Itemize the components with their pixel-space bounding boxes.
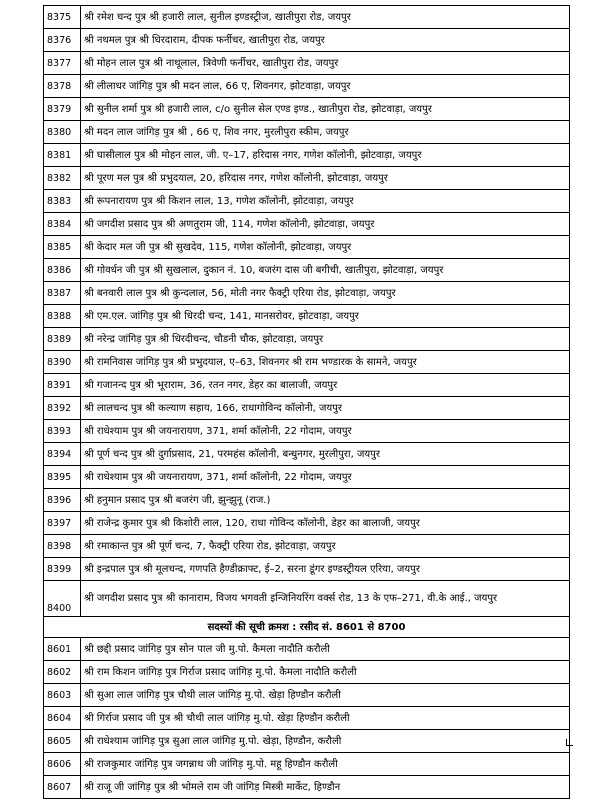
receipt-number: 8385 (44, 236, 81, 259)
member-details: श्री पूर्ण चन्द पुत्र श्री दुर्गाप्रसाद, 21, परमहंस कॉलोनी, बन्धुनगर, मुरलीपुरा, जयपुर (81, 443, 570, 466)
member-list-table (43, 5, 570, 799)
member-details: श्री बनवारी लाल पुत्र श्री कुन्दलाल, 56, मोती नगर फैक्ट्री एरिया रोड, झोटवाड़ा, जयपुर (81, 282, 570, 305)
receipt-number: 8399 (44, 558, 81, 581)
member-row (44, 52, 570, 75)
member-row (44, 420, 570, 443)
member-row (44, 558, 570, 581)
member-details: श्री छद्दी प्रसाद जांगिड़ पुत्र सोन पाल जी मु.पो. कैमला नादौति करौली (81, 638, 570, 661)
member-details: श्री लालचन्द पुत्र श्री कल्याण सहाय, 166, राधागोविन्द कॉलोनी, जयपुर (81, 397, 570, 420)
member-row (44, 638, 570, 661)
section-heading-row-group (44, 617, 570, 638)
member-row (44, 75, 570, 98)
receipt-number: 8396 (44, 489, 81, 512)
receipt-number: 8387 (44, 282, 81, 305)
member-row (44, 328, 570, 351)
receipt-number: 8607 (44, 776, 81, 799)
member-row (44, 98, 570, 121)
member-details: श्री हनुमान प्रसाद पुत्र श्री बजरंग जी, झुन्झुनू (राज.) (81, 489, 570, 512)
receipt-number: 8605 (44, 730, 81, 753)
member-row (44, 661, 570, 684)
receipt-number: 8393 (44, 420, 81, 443)
member-details: श्री नरेन्द्र जांगिड़ पुत्र श्री धिरदीचन्द, चौडनी चौक, झोटवाड़ा, जयपुर (81, 328, 570, 351)
receipt-number: 8603 (44, 684, 81, 707)
receipt-number: 8382 (44, 167, 81, 190)
receipt-number: 8389 (44, 328, 81, 351)
member-list-part-2 (44, 638, 570, 799)
member-details: श्री गिर्राज प्रसाद जी पुत्र श्री चौथी लाल जांगिड़ मु.पो. खेड़ा हिण्डौन करौली (81, 707, 570, 730)
receipt-number: 8380 (44, 121, 81, 144)
member-row (44, 374, 570, 397)
section-heading: सदस्यों की सूची क्रमश : रसीद सं. 8601 से 8700 (44, 617, 570, 638)
member-row (44, 684, 570, 707)
member-details: श्री गोवर्धन जी पुत्र श्री सुखलाल, दुकान नं. 10, बजरंग दास जी बगीची, खातीपुरा, झोटवाड़ा, जयपुर (81, 259, 570, 282)
member-row (44, 753, 570, 776)
member-row (44, 6, 570, 29)
member-details: श्री जगदीश प्रसाद पुत्र श्री अणतुराम जी, 114, गणेश कॉलोनी, झोटवाड़ा, जयपुर (81, 213, 570, 236)
receipt-number: 8601 (44, 638, 81, 661)
member-details: श्री जगदीश प्रसाद पुत्र श्री कानाराम, विजय भगवती इन्जिनियरिंग वर्क्स रोड, 13 के एफ–271, वी.के आई., जयपुर (81, 581, 570, 617)
member-row (44, 489, 570, 512)
member-details: श्री गजानन्द पुत्र श्री भूराराम, 36, रतन नगर, डेहर का बालाजी, जयपुर (81, 374, 570, 397)
member-row (44, 213, 570, 236)
member-details: श्री सुआ लाल जांगिड़ पुत्र चौथी लाल जांगिड़ मु.पो. खेड़ा हिण्डौन करौली (81, 684, 570, 707)
receipt-number: 8378 (44, 75, 81, 98)
receipt-number: 8386 (44, 259, 81, 282)
receipt-number: 8398 (44, 535, 81, 558)
section-heading-row (44, 617, 570, 638)
member-row (44, 397, 570, 420)
member-details: श्री राधेश्याम पुत्र श्री जयनारायण, 371, शर्मा कॉलोनी, 22 गोदाम, जयपुर (81, 420, 570, 443)
receipt-number: 8381 (44, 144, 81, 167)
receipt-number: 8602 (44, 661, 81, 684)
member-row (44, 466, 570, 489)
member-row (44, 167, 570, 190)
receipt-number: 8606 (44, 753, 81, 776)
member-details: श्री इन्द्रपाल पुत्र श्री मूलचन्द, गणपति हैण्डीक्राफ्ट, ई–2, सरना डूंगर इण्डस्ट्रीयल एरिया, जयपुर (81, 558, 570, 581)
member-details: श्री सुनील शर्मा पुत्र श्री हजारी लाल, c/o सुनील सेल एण्ड इण्ड., खातीपुरा रोड, झोटवाड़ा, जयपुर (81, 98, 570, 121)
member-details: श्री रूपनारायण पुत्र श्री किशन लाल, 13, गणेश कॉलोनी, झोटवाड़ा, जयपुर (81, 190, 570, 213)
member-row (44, 236, 570, 259)
receipt-number: 8384 (44, 213, 81, 236)
member-details: श्री केदार मल जी पुत्र श्री सुखदेव, 115, गणेश कॉलोनी, झोटवाड़ा, जयपुर (81, 236, 570, 259)
member-row (44, 730, 570, 753)
member-row (44, 29, 570, 52)
receipt-number: 8397 (44, 512, 81, 535)
member-details: श्री राधेश्याम जांगिड़ पुत्र सुआ लाल जांगिड़ मु.पो. खेड़ा, हिण्डौन, करौली (81, 730, 570, 753)
member-row (44, 443, 570, 466)
member-row (44, 707, 570, 730)
receipt-number: 8391 (44, 374, 81, 397)
member-details: श्री रामनिवास जांगिड़ पुत्र श्री प्रभुदयाल, ए–63, शिवनगर श्री राम भण्डारक के सामने, जयपुर (81, 351, 570, 374)
member-details: श्री पूरण मल पुत्र श्री प्रभुदयाल, 20, हरिदास नगर, गणेश कॉलोनी, झोटवाड़ा, जयपुर (81, 167, 570, 190)
member-row (44, 535, 570, 558)
receipt-number: 8400 (44, 581, 81, 617)
member-row (44, 121, 570, 144)
member-details: श्री राजेन्द्र कुमार पुत्र श्री किशोरी लाल, 120, राधा गोविन्द कॉलोनी, डेहर का बालाजी, जयपुर (81, 512, 570, 535)
member-row (44, 305, 570, 328)
receipt-number: 8383 (44, 190, 81, 213)
member-row (44, 581, 570, 617)
member-row (44, 512, 570, 535)
member-details: श्री राजकुमार जांगिड़ पुत्र जगन्नाथ जी जांगिड़ मु.पो. महू हिण्डौन करौली (81, 753, 570, 776)
member-row (44, 351, 570, 374)
member-list-part-1 (44, 6, 570, 617)
member-details: श्री नथमल पुत्र श्री धिरदाराम, दीपक फर्नीचर, खातीपुरा रोड, जयपुर (81, 29, 570, 52)
member-details: श्री रमाकान्त पुत्र श्री पूर्ण चन्द, 7, फैक्ट्री एरिया रोड, झोटवाड़ा, जयपुर (81, 535, 570, 558)
receipt-number: 8395 (44, 466, 81, 489)
receipt-number: 8394 (44, 443, 81, 466)
receipt-number: 8379 (44, 98, 81, 121)
member-details: श्री मोहन लाल पुत्र श्री नाथूलाल, त्रिवेणी फर्नीचर, खातीपुरा रोड, जयपुर (81, 52, 570, 75)
member-details: श्री लीलाधर जांगिड़ पुत्र श्री मदन लाल, 66 ए, शिवनगर, झोटवाड़ा, जयपुर (81, 75, 570, 98)
member-row (44, 190, 570, 213)
member-row (44, 144, 570, 167)
member-details: श्री राम किशन जांगिड़ पुत्र गिर्राज प्रसाद जांगिड़ मु.पो. कैमला नादौति करौली (81, 661, 570, 684)
receipt-number: 8604 (44, 707, 81, 730)
receipt-number: 8392 (44, 397, 81, 420)
member-details: श्री घासीलाल पुत्र श्री मोहन लाल, जी. ए–17, हरिदास नगर, गणेश कॉलोनी, झोटवाड़ा, जयपुर (81, 144, 570, 167)
member-details: श्री एम.एल. जांगिड़ पुत्र श्री धिरदी चन्द, 141, मानसरोवर, झोटवाड़ा, जयपुर (81, 305, 570, 328)
member-details: श्री राधेश्याम पुत्र श्री जयनारायण, 371, शर्मा कॉलोनी, 22 गोदाम, जयपुर (81, 466, 570, 489)
receipt-number: 8376 (44, 29, 81, 52)
member-details: श्री राजू जी जांगिड़ पुत्र श्री भोमले राम जी जांगिड़ मिस्त्री मार्केट, हिण्डौन (81, 776, 570, 799)
receipt-number: 8375 (44, 6, 81, 29)
receipt-number: 8377 (44, 52, 81, 75)
member-details: श्री मदन लाल जांगिड़ पुत्र श्री , 66 ए, शिव नगर, मुरलीपुरा स्कीम, जयपुर (81, 121, 570, 144)
member-details: श्री रमेश चन्द पुत्र श्री हजारी लाल, सुनील इण्डस्ट्रीज, खातीपुरा रोड, जयपुर (81, 6, 570, 29)
member-row (44, 776, 570, 799)
receipt-number: 8388 (44, 305, 81, 328)
receipt-number: 8390 (44, 351, 81, 374)
member-row (44, 282, 570, 305)
member-row (44, 259, 570, 282)
corner-mark (566, 739, 573, 746)
